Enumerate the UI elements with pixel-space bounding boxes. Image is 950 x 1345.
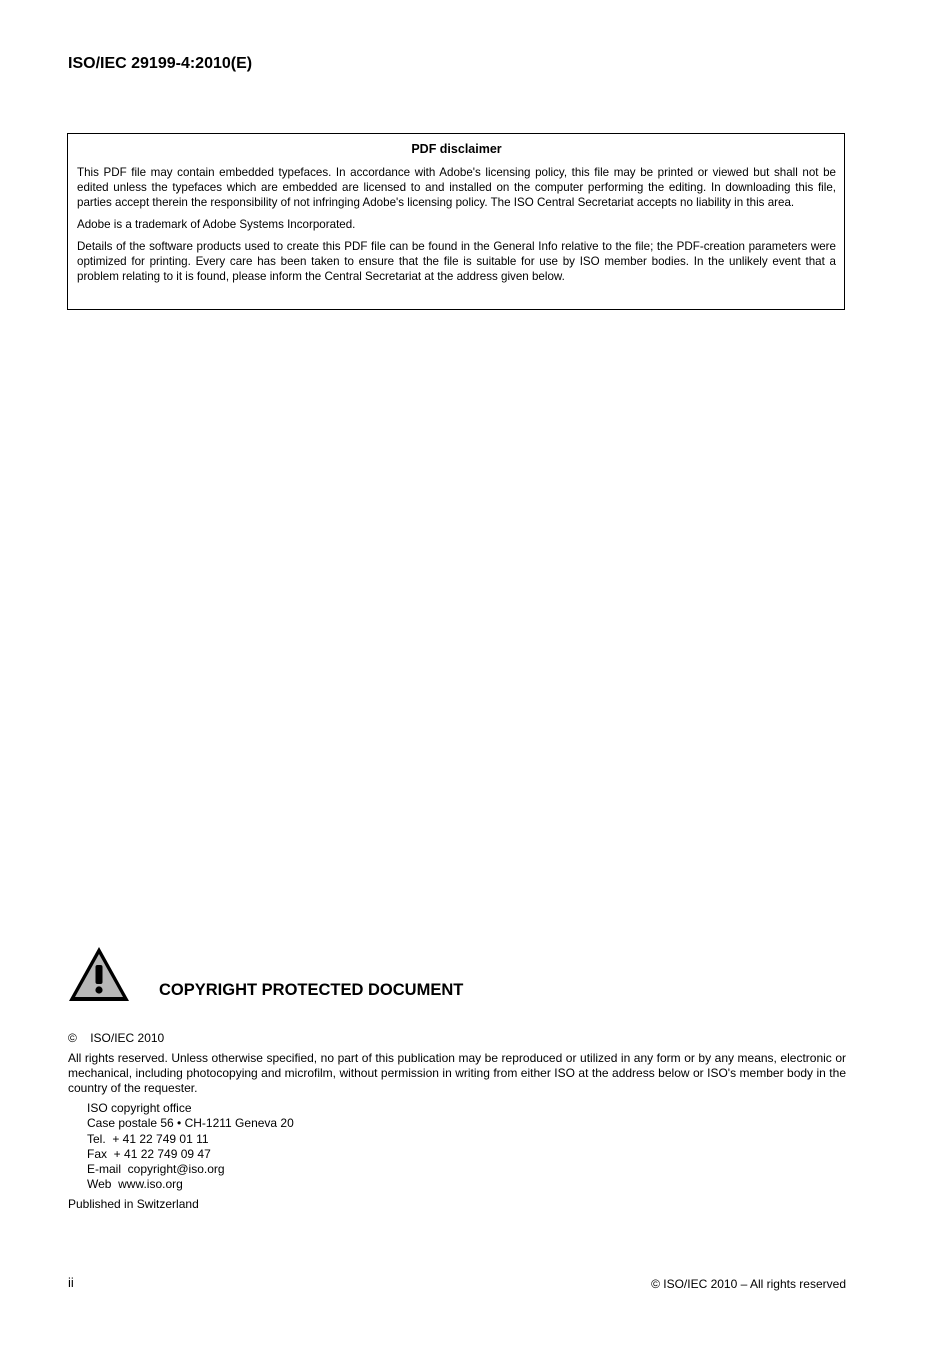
- published-location: Published in Switzerland: [68, 1197, 199, 1211]
- pdf-disclaimer-box: [67, 133, 845, 310]
- copyright-heading: COPYRIGHT PROTECTED DOCUMENT: [159, 981, 464, 999]
- copyright-symbol: ©: [68, 1031, 77, 1045]
- copyright-holder-text: ISO/IEC 2010: [90, 1031, 165, 1045]
- office-web: Web www.iso.org: [87, 1177, 183, 1192]
- warning-icon: [67, 945, 131, 1008]
- office-email: E-mail copyright@iso.org: [87, 1162, 225, 1177]
- disclaimer-paragraph: Details of the software products used to create this PDF file can be found in the General Info relative to the file; the PDF-creation parameters were optimized for printing. Every care has been taken to ensure that the file is suitable for use by ISO member bodies. In the unlikely event that a problem relating to it is found, please inform the Central Secretariat at the address given below.: [77, 240, 836, 283]
- disclaimer-title: PDF disclaimer: [411, 142, 502, 156]
- disclaimer-paragraph: Adobe is a trademark of Adobe Systems Incorporated.: [77, 218, 356, 231]
- office-line: Case postale 56 • CH-1211 Geneva 20: [87, 1116, 294, 1131]
- document-id: ISO/IEC 29199-4:2010(E): [68, 55, 253, 72]
- iso-office-address: [87, 1101, 294, 1193]
- office-line: Fax + 41 22 749 09 47: [87, 1146, 211, 1161]
- office-line: Tel. + 41 22 749 01 11: [87, 1131, 209, 1146]
- rights-statement: All rights reserved. Unless otherwise specified, no part of this publication may be reproduced or utilized in any form or by any means, electronic or mechanical, including photocopying and microfilm, without permission in writing from either ISO at the address below or ISO's member body in the country of the requester.: [68, 1051, 846, 1095]
- copyright-holder: [68, 1031, 164, 1045]
- office-line: ISO copyright office: [87, 1101, 192, 1115]
- footer-copyright: © ISO/IEC 2010 – All rights reserved: [651, 1277, 846, 1291]
- disclaimer-paragraph: This PDF file may contain embedded typefaces. In accordance with Adobe's licensing policy, this file may be printed or viewed but shall not be edited unless the typefaces which are embedded are licensed to and installed on the computer performing the editing. In downloading this file, parties accept therein the responsibility of not infringing Adobe's licensing policy. The ISO Central Secretariat accepts no liability in this area.: [77, 166, 836, 209]
- page-number: ii: [68, 1275, 74, 1290]
